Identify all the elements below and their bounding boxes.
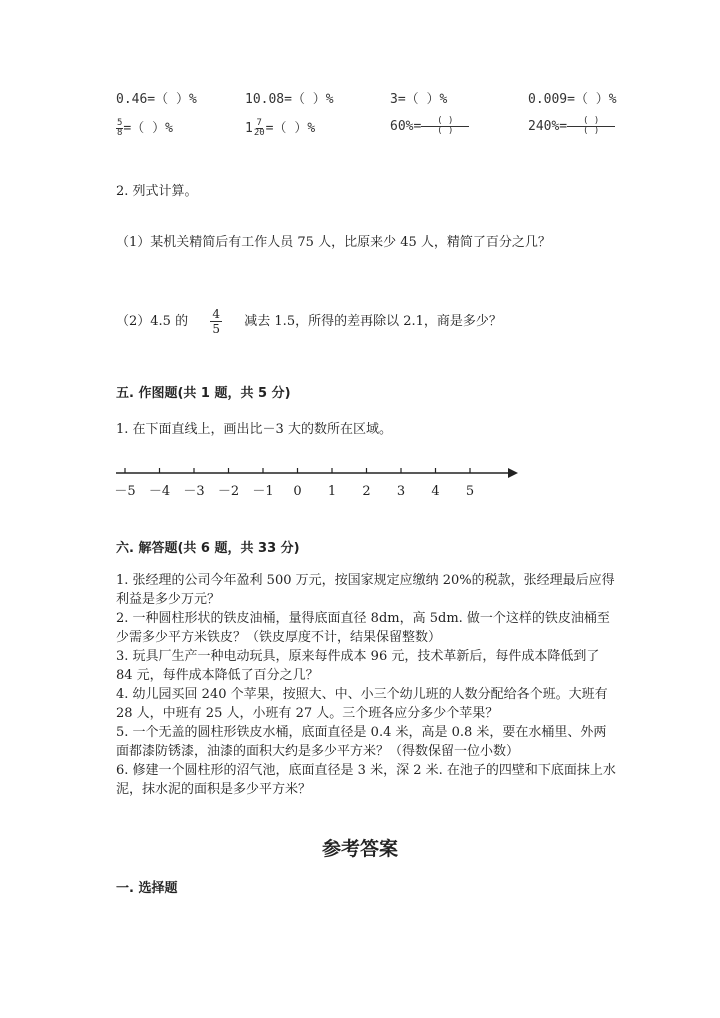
conversion-0-009: 0.009=（ ）% bbox=[528, 92, 617, 107]
number-line-tick-label: －1 bbox=[252, 484, 274, 499]
section-6-question-6: 6. 修建一个圆柱形的沼气池，底面直径是 3 米，深 2 米. 在池子的四壁和下底面抹上水泥，抹水泥的面积是多少平方米？ bbox=[116, 763, 616, 797]
fraction-four-fifths: $\frac{4}{5}$ bbox=[212, 307, 220, 336]
conversion-10-08: 10.08=（ ）% bbox=[245, 92, 334, 107]
number-line-arrow-icon bbox=[508, 468, 518, 478]
conversion-3: 3=（ ）% bbox=[390, 92, 448, 107]
number-line-tick-label: 4 bbox=[431, 484, 440, 499]
section-6-question-4: 4. 幼儿园买回 240 个苹果，按照大、中、小三个幼儿班的人数分配给各个班。大班有 28 人，中班有 25 人，小班有 27 人。三个班各应分多少个苹果？ bbox=[116, 687, 608, 721]
fraction-seven-twentieths: $\frac{7}{20}$ bbox=[253, 118, 265, 138]
number-line-tick-label: －3 bbox=[183, 484, 205, 499]
conversion-five-eighths: $\frac{5}{8}$ =（ ）% bbox=[117, 118, 173, 138]
number-line-tick-label: －4 bbox=[148, 484, 171, 499]
conversion-240-percent: 240%= $\frac{( )}{( )}$ bbox=[528, 117, 615, 136]
blank-fraction: $\frac{( )}{( )}$ bbox=[421, 117, 469, 136]
section-6-heading: 六. 解答题(共 6 题，共 33 分) bbox=[116, 541, 300, 556]
answers-title: 参考答案 bbox=[321, 838, 398, 860]
section-6-question-3: 3. 玩具厂生产一种电动玩具，原来每件成本 96 元，技术革新后，每件成本降低到了 84 元，每件成本降低了百分之几？ bbox=[116, 649, 600, 683]
question-2-sub2: （2）4.5 的 $\frac{4}{5}$ 减去 1.5，所得的差再除以 2.1，商是多少？ bbox=[116, 307, 502, 336]
number-line-tick-label: －5 bbox=[114, 484, 136, 499]
question-2-sub1: （1）某机关精简后有工作人员 75 人，比原来少 45 人，精简了百分之几？ bbox=[116, 235, 551, 250]
number-line-tick-label: 0 bbox=[293, 484, 302, 499]
answers-section-1-heading: 一. 选择题 bbox=[116, 881, 178, 896]
section-6-question-5: 5. 一个无盖的圆柱形铁皮水桶，底面直径是 0.4 米，高是 0.8 米，要在水桶里、外两面都漆防锈漆，油漆的面积大约是多少平方米？（得数保留一位小数） bbox=[116, 725, 607, 759]
conversion-0-46: 0.46=（ ）% bbox=[116, 92, 197, 107]
section-6-questions bbox=[116, 571, 616, 799]
number-line-tick-label: －2 bbox=[217, 484, 240, 499]
blank-fraction: $\frac{( )}{( )}$ bbox=[567, 117, 615, 136]
number-line-tick-label: 3 bbox=[396, 484, 406, 499]
question-2-heading: 2. 列式计算。 bbox=[116, 184, 198, 199]
conversion-60-percent: 60%= $\frac{( )}{( )}$ bbox=[390, 117, 469, 136]
number-line-tick-label: 5 bbox=[465, 484, 475, 499]
conversion-mixed-seven-twentieths: 1 $\frac{7}{20}$ =（ ）% bbox=[245, 118, 316, 138]
section-5-question-1: 1. 在下面直线上，画出比－3 大的数所在区域。 bbox=[116, 422, 392, 437]
number-line-tick-label: 2 bbox=[362, 484, 371, 499]
fraction-five-eighths: $\frac{5}{8}$ bbox=[117, 118, 123, 138]
section-5-heading: 五. 作图题(共 1 题，共 5 分) bbox=[116, 386, 291, 401]
section-6-question-1: 1. 张经理的公司今年盈利 500 万元，按国家规定应缴纳 20%的税款，张经理最后应得利益是多少万元？ bbox=[116, 573, 615, 607]
number-line-tick-label: 1 bbox=[327, 484, 337, 499]
number-line bbox=[108, 462, 528, 502]
section-6-question-2: 2. 一种圆柱形状的铁皮油桶，量得底面直径 8dm，高 5dm. 做一个这样的铁皮油桶至少需多少平方米铁皮？（铁皮厚度不计，结果保留整数） bbox=[116, 611, 610, 645]
